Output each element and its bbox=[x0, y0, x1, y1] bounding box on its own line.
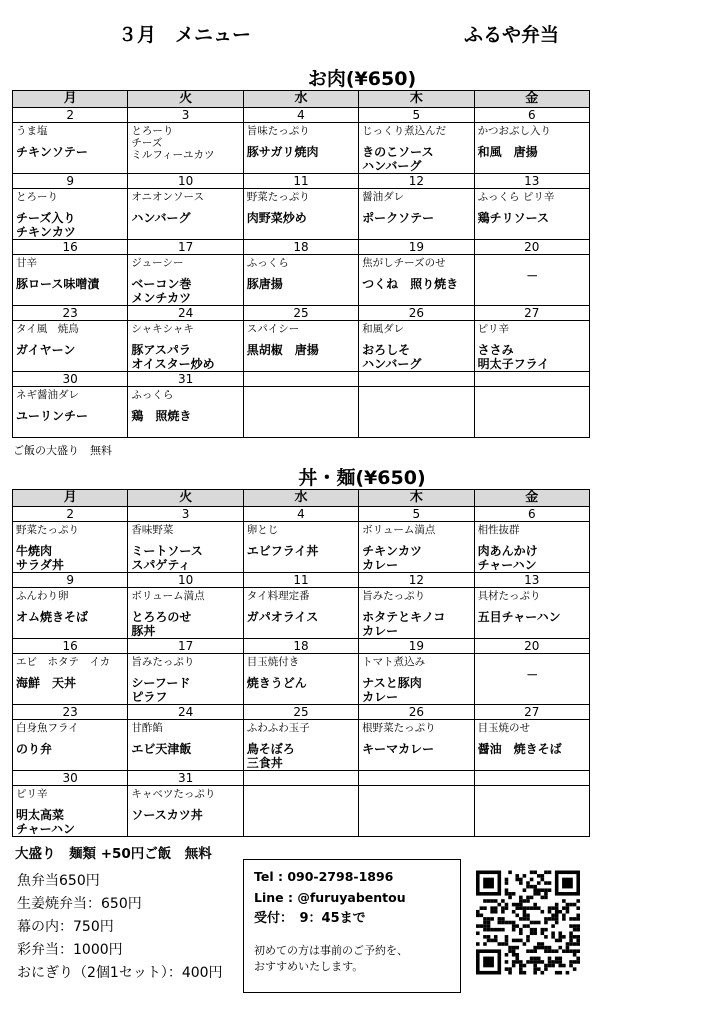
date-cell: 31 bbox=[128, 771, 243, 786]
date-cell: 20 bbox=[474, 639, 589, 654]
dish-description: エビ ホタテ イカ bbox=[16, 656, 111, 668]
menu-cell bbox=[13, 720, 128, 771]
menu-cell bbox=[359, 786, 474, 837]
day-header: 木 bbox=[359, 490, 474, 507]
menu-cell bbox=[359, 321, 474, 372]
dish-name: 肉あんかけ チャーハン bbox=[477, 544, 538, 572]
date-cell: 17 bbox=[128, 240, 243, 255]
dish-name: 醤油 焼きそば bbox=[477, 742, 562, 756]
date-cell: 18 bbox=[243, 240, 358, 255]
dish-description: 目玉焼付き bbox=[246, 656, 300, 668]
dish-description: 焦がしチーズのせ bbox=[362, 257, 446, 269]
menu-cell bbox=[359, 123, 474, 174]
menu-cell bbox=[359, 387, 474, 438]
date-cell: 12 bbox=[359, 573, 474, 588]
dish-name: 焼きうどん bbox=[246, 676, 307, 690]
dish-name: ユーリンチー bbox=[16, 409, 89, 423]
qr-code-icon bbox=[476, 866, 580, 979]
dish-description: 香味野菜 bbox=[131, 524, 174, 536]
date-cell: 18 bbox=[243, 639, 358, 654]
dish-description: じっくり煮込んだ bbox=[362, 125, 447, 137]
dish-name: 牛焼肉 サラダ丼 bbox=[16, 544, 64, 572]
menu-cell bbox=[359, 255, 474, 306]
menu-cell bbox=[359, 522, 474, 573]
dish-description: ピリ辛 bbox=[16, 788, 48, 800]
date-cell: 27 bbox=[474, 306, 589, 321]
date-cell: 16 bbox=[13, 639, 128, 654]
date-cell: 30 bbox=[13, 372, 128, 387]
dish-description: ふっくら bbox=[246, 257, 289, 269]
other-menu-item: 彩弁当：1000円 bbox=[17, 942, 123, 958]
dish-name bbox=[475, 389, 589, 397]
menu-cell bbox=[13, 522, 128, 573]
shop-name: ふるや弁当 bbox=[464, 24, 560, 46]
dish-name bbox=[244, 788, 358, 796]
dish-name: 豚アスパラ オイスター炒め bbox=[131, 343, 215, 371]
date-cell: 25 bbox=[243, 306, 358, 321]
dish-description: 甘酢餡 bbox=[131, 722, 163, 734]
date-cell: 26 bbox=[359, 306, 474, 321]
contact-line: Line : @furuyabentou bbox=[254, 890, 406, 905]
dish-name: チキンカツ カレー bbox=[362, 544, 423, 572]
dish-description: シャキシャキ bbox=[131, 323, 194, 335]
dish-description: スパイシー bbox=[246, 323, 300, 335]
dish-name: キーマカレー bbox=[362, 742, 435, 756]
date-cell: 19 bbox=[359, 639, 474, 654]
menu-cell bbox=[128, 522, 243, 573]
contact-box bbox=[243, 859, 461, 993]
dish-description: 具材たっぷり bbox=[477, 590, 541, 602]
menu-cell bbox=[359, 654, 474, 705]
dish-name: 鶏チリソース bbox=[477, 211, 549, 225]
date-cell: 13 bbox=[474, 174, 589, 189]
dish-description: 醤油ダレ bbox=[362, 191, 405, 203]
date-cell: 26 bbox=[359, 705, 474, 720]
dish-name: ソースカツ丼 bbox=[131, 808, 203, 822]
date-cell: 23 bbox=[13, 705, 128, 720]
dish-name: 肉野菜炒め bbox=[246, 211, 307, 225]
dish-name: チーズ入り チキンカツ bbox=[16, 211, 76, 239]
don-menu-table bbox=[12, 489, 590, 837]
contact-tel: Tel : 090-2798-1896 bbox=[254, 869, 394, 884]
dish-name: 鶏 照焼き bbox=[131, 409, 192, 423]
other-menu-item: 魚弁当650円 bbox=[17, 873, 100, 889]
date-cell: 16 bbox=[13, 240, 128, 255]
dish-description: ふっくら ピリ辛 bbox=[477, 191, 555, 203]
day-header: 水 bbox=[243, 91, 358, 108]
date-cell bbox=[243, 372, 358, 387]
dish-description: とろーり bbox=[16, 191, 58, 203]
dish-name: エビフライ丼 bbox=[246, 544, 319, 558]
menu-cell bbox=[474, 255, 589, 306]
dish-description: 旨味たっぷり bbox=[246, 125, 310, 137]
menu-cell bbox=[474, 588, 589, 639]
dish-name bbox=[475, 788, 589, 796]
dish-name: 鳥そぼろ 三食丼 bbox=[246, 742, 295, 770]
dish-name: － bbox=[526, 668, 539, 682]
other-menu-item: おにぎり（2個1セット）：400円 bbox=[17, 965, 223, 981]
dish-description: 野菜たっぷり bbox=[16, 524, 79, 536]
dish-name: のり弁 bbox=[16, 742, 53, 756]
dish-name: シーフード ピラフ bbox=[131, 676, 191, 704]
menu-cell bbox=[359, 720, 474, 771]
menu-cell bbox=[474, 123, 589, 174]
dish-description: ボリューム満点 bbox=[362, 524, 436, 536]
date-cell bbox=[359, 372, 474, 387]
dish-description: 目玉焼のせ bbox=[477, 722, 531, 734]
menu-cell bbox=[243, 387, 358, 438]
date-cell: 9 bbox=[13, 174, 128, 189]
date-cell: 20 bbox=[474, 240, 589, 255]
dish-description: 甘辛 bbox=[16, 257, 37, 269]
menu-cell bbox=[243, 321, 358, 372]
day-header: 水 bbox=[243, 490, 358, 507]
contact-notice: 初めての方は事前のご予約を、 おすすめいたします。 bbox=[254, 944, 408, 973]
day-header: 金 bbox=[474, 490, 589, 507]
meat-section-title: お肉(¥650) bbox=[307, 68, 417, 90]
dish-description: 相性抜群 bbox=[477, 524, 520, 536]
menu-cell bbox=[474, 522, 589, 573]
date-cell: 2 bbox=[13, 507, 128, 522]
dish-name: ポークソテー bbox=[362, 211, 435, 225]
date-cell: 6 bbox=[474, 507, 589, 522]
don-note: 大盛り 麺類 +50円ご飯 無料 bbox=[15, 846, 212, 862]
dish-name: ナスと豚肉 カレー bbox=[362, 676, 422, 704]
date-cell: 6 bbox=[474, 108, 589, 123]
dish-description: キャベツたっぷり bbox=[131, 788, 216, 800]
dish-description: うま塩 bbox=[16, 125, 48, 137]
menu-cell bbox=[359, 588, 474, 639]
date-cell: 23 bbox=[13, 306, 128, 321]
other-menu-item: 幕の内：750円 bbox=[17, 919, 114, 935]
dish-name: きのこソース ハンバーグ bbox=[362, 145, 434, 173]
dish-name: 海鮮 天丼 bbox=[16, 676, 77, 690]
dish-description: ボリューム満点 bbox=[131, 590, 205, 602]
dish-name: 五目チャーハン bbox=[477, 610, 561, 624]
date-cell: 19 bbox=[359, 240, 474, 255]
date-cell: 11 bbox=[243, 573, 358, 588]
menu-cell bbox=[128, 387, 243, 438]
menu-cell bbox=[128, 588, 243, 639]
date-cell bbox=[243, 771, 358, 786]
menu-cell bbox=[128, 255, 243, 306]
dish-description: タイ料理定番 bbox=[246, 590, 310, 602]
dish-name bbox=[359, 788, 473, 796]
day-header: 月 bbox=[13, 490, 128, 507]
menu-cell bbox=[243, 786, 358, 837]
menu-cell bbox=[13, 786, 128, 837]
date-cell: 3 bbox=[128, 507, 243, 522]
date-cell: 13 bbox=[474, 573, 589, 588]
dish-description: 根野菜たっぷり bbox=[362, 722, 436, 734]
menu-cell bbox=[474, 387, 589, 438]
dish-description: トマト煮込み bbox=[362, 656, 426, 668]
dish-name: ささみ 明太子フライ bbox=[477, 343, 550, 371]
menu-cell bbox=[474, 189, 589, 240]
dish-name: 豚サガリ焼肉 bbox=[246, 145, 319, 159]
date-cell: 9 bbox=[13, 573, 128, 588]
dish-name: ハンバーグ bbox=[131, 211, 191, 225]
dish-name: ガパオライス bbox=[246, 610, 319, 624]
dish-description: タイ風 焼鳥 bbox=[16, 323, 79, 335]
date-cell: 30 bbox=[13, 771, 128, 786]
menu-cell bbox=[474, 321, 589, 372]
dish-description: ふわふわ玉子 bbox=[246, 722, 310, 734]
dish-description: 旨みたっぷり bbox=[362, 590, 426, 602]
date-cell bbox=[474, 372, 589, 387]
dish-description: 白身魚フライ bbox=[16, 722, 79, 734]
dish-name: 和風 唐揚 bbox=[477, 145, 538, 159]
date-cell: 11 bbox=[243, 174, 358, 189]
dish-name: － bbox=[526, 269, 539, 283]
menu-month-title: ３月 メニュー bbox=[118, 24, 252, 46]
date-cell: 3 bbox=[128, 108, 243, 123]
date-cell: 10 bbox=[128, 174, 243, 189]
menu-cell bbox=[128, 189, 243, 240]
date-cell: 24 bbox=[128, 306, 243, 321]
dish-name: エビ天津飯 bbox=[131, 742, 192, 756]
dish-name: オム焼きそば bbox=[16, 610, 89, 624]
menu-cell bbox=[13, 123, 128, 174]
day-header: 月 bbox=[13, 91, 128, 108]
dish-description: 野菜たっぷり bbox=[246, 191, 310, 203]
dish-name: ミートソース スパゲティ bbox=[131, 544, 203, 572]
day-header: 木 bbox=[359, 91, 474, 108]
dish-name bbox=[244, 389, 358, 397]
menu-cell bbox=[13, 387, 128, 438]
date-cell: 27 bbox=[474, 705, 589, 720]
menu-cell bbox=[474, 720, 589, 771]
date-cell: 25 bbox=[243, 705, 358, 720]
menu-cell bbox=[13, 321, 128, 372]
dish-name: おろしそ ハンバーグ bbox=[362, 343, 422, 371]
dish-description: ジューシー bbox=[131, 257, 184, 269]
date-cell: 2 bbox=[13, 108, 128, 123]
meat-note: ご飯の大盛り 無料 bbox=[13, 444, 112, 457]
menu-cell bbox=[13, 255, 128, 306]
dish-name: つくね 照り焼き bbox=[362, 277, 459, 291]
menu-cell bbox=[128, 654, 243, 705]
date-cell: 10 bbox=[128, 573, 243, 588]
dish-name: ベーコン巻 メンチカツ bbox=[131, 277, 192, 305]
dish-name bbox=[359, 389, 473, 397]
menu-cell bbox=[13, 189, 128, 240]
date-cell: 4 bbox=[243, 108, 358, 123]
menu-cell bbox=[13, 654, 128, 705]
date-cell bbox=[474, 771, 589, 786]
day-header: 火 bbox=[128, 490, 243, 507]
menu-cell bbox=[243, 588, 358, 639]
day-header: 火 bbox=[128, 91, 243, 108]
dish-description: オニオンソース bbox=[131, 191, 204, 203]
dish-name: チキンソテー bbox=[16, 145, 88, 159]
dish-description: とろーり チーズ ミルフィーユカツ bbox=[131, 125, 215, 161]
day-header: 金 bbox=[474, 91, 589, 108]
dish-description: 和風ダレ bbox=[362, 323, 405, 335]
menu-cell bbox=[128, 720, 243, 771]
menu-cell bbox=[474, 786, 589, 837]
dish-description: かつおぶし入り bbox=[477, 125, 552, 137]
date-cell: 24 bbox=[128, 705, 243, 720]
date-cell: 4 bbox=[243, 507, 358, 522]
menu-cell bbox=[243, 654, 358, 705]
contact-hours: 受付： 9：45まで bbox=[254, 911, 366, 926]
dish-description: ふっくら bbox=[131, 389, 174, 401]
dish-name: 豚ロース味噌漬 bbox=[16, 277, 100, 291]
menu-cell bbox=[128, 123, 243, 174]
dish-description: ふんわり卵 bbox=[16, 590, 69, 602]
menu-cell bbox=[128, 321, 243, 372]
dish-description: 旨みたっぷり bbox=[131, 656, 195, 668]
don-section-title: 丼・麺(¥650) bbox=[298, 467, 426, 489]
dish-description: ネギ醤油ダレ bbox=[16, 389, 79, 401]
date-cell: 31 bbox=[128, 372, 243, 387]
dish-name: 豚唐揚 bbox=[246, 277, 283, 291]
dish-description: 卵とじ bbox=[246, 524, 279, 536]
dish-description: ピリ辛 bbox=[477, 323, 510, 335]
date-cell: 12 bbox=[359, 174, 474, 189]
menu-cell bbox=[243, 720, 358, 771]
other-menu-list bbox=[17, 870, 223, 985]
dish-name: ガイヤーン bbox=[16, 343, 76, 357]
date-cell: 17 bbox=[128, 639, 243, 654]
menu-cell bbox=[243, 189, 358, 240]
dish-name: ホタテとキノコ カレー bbox=[362, 610, 446, 638]
date-cell: 5 bbox=[359, 507, 474, 522]
meat-menu-table bbox=[12, 90, 590, 438]
date-cell bbox=[359, 771, 474, 786]
menu-cell bbox=[474, 654, 589, 705]
dish-name: とろろのせ 豚丼 bbox=[131, 610, 192, 638]
dish-name: 明太高菜 チャーハン bbox=[16, 808, 76, 836]
date-cell: 5 bbox=[359, 108, 474, 123]
menu-cell bbox=[359, 189, 474, 240]
menu-cell bbox=[128, 786, 243, 837]
menu-cell bbox=[243, 123, 358, 174]
menu-cell bbox=[243, 255, 358, 306]
menu-cell bbox=[243, 522, 358, 573]
dish-name: 黒胡椒 唐揚 bbox=[246, 343, 319, 357]
other-menu-item: 生姜焼弁当：650円 bbox=[17, 896, 142, 912]
menu-cell bbox=[13, 588, 128, 639]
